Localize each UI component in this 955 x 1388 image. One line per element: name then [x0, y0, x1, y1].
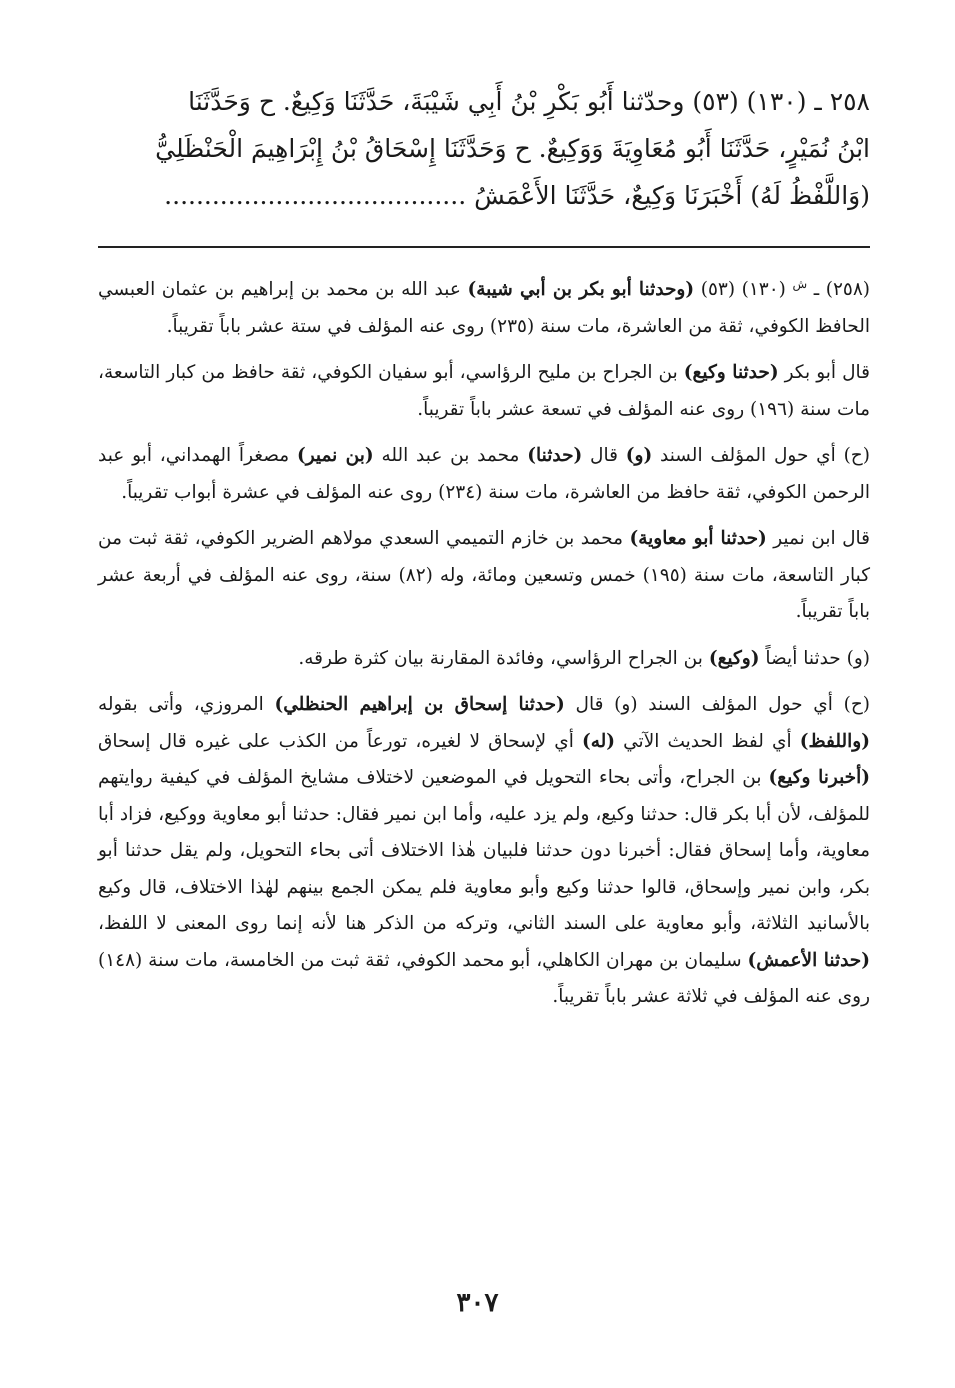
narrator-phrase: (واللفظ) [799, 730, 870, 752]
commentary-text: عبد الله بن محمد بن إبراهيم بن عثمان العبسي الحافظ الكوفي، ثقة من العاشرة، مات سنة (٢٣٥) روى عنه المؤلف في ستة عشر باباً تقريباً. [98, 279, 870, 337]
narrator-phrase: (بن نمير) [296, 445, 374, 467]
commentary-text: (و) حدثنا أيضاً [759, 647, 870, 669]
hadith-text [98, 78, 870, 219]
commentary-text: أي لفظ الحديث الآتي [615, 730, 800, 752]
footnote-ref: (٢٥٨) ـ [807, 279, 870, 301]
narrator-phrase: (وكيع) [708, 647, 760, 669]
hadith-line: (وَاللَّفْظُ لَهُ) أَخْبَرَنَا وَكِيعٌ، حَدَّثَنَا الأَعْمَشُ ...................................... [164, 181, 870, 210]
commentary-text: سليمان بن مهران الكاهلي، أبو محمد الكوفي، ثقة ثبت من الخامسة، مات سنة (١٤٨) روى عنه المؤلف في ثلاثة عشر باباً تقريباً. [98, 949, 870, 1008]
narrator-phrase: (وحدثنا أبو بكر بن أبي شيبة) [467, 279, 695, 301]
narrator-phrase: (حدثنا إسحاق بن إبراهيم الحنظلي) [274, 694, 565, 716]
hadith-numbers: (١٣٠) (٥٣) [694, 279, 793, 301]
narrator-phrase: (حدثنا الأعمش) [747, 949, 870, 971]
commentary-text: أي لإسحاق لا لغيره، تورعاً من الكذب على غيره قال إسحاق [98, 730, 582, 752]
narrator-phrase: (و) [625, 445, 653, 467]
narrator-phrase: (له) [581, 730, 616, 752]
footnote-paragraph [98, 438, 870, 511]
hadith-line: ٢٥٨ ـ (١٣٠) (٥٣) وحدّثنا أَبُو بَكْرِ بْنُ أَبِي شَيْبَةَ، حَدَّثَنَا وَكِيعٌ. ح وَحَدَّثَنَا [188, 87, 870, 116]
commentary-text: بن الجراح بن مليح الرؤاسي، أبو سفيان الكوفي، ثقة حافظ من كبار التاسعة، مات سنة (١٩٦) روى عنه المؤلف في تسعة عشر باباً تقريباً. [98, 362, 870, 420]
narrator-phrase: (حدثنا أبو معاوية) [629, 528, 767, 550]
footnote-paragraph [98, 687, 870, 1016]
hadith-line: ابْنُ نُمَيْرٍ، حَدَّثَنَا أَبُو مُعَاوِيَةَ وَوَكِيعٌ. ح وَحَدَّثَنَا إِسْحَاقُ بْنُ إِبْرَاهِيمَ الْحَنْظَلِيُّ [155, 134, 870, 163]
commentary-text: قال [582, 445, 626, 467]
footnote-paragraph [98, 641, 870, 678]
commentary-text: مصغراً الهمداني، أبو عبد الرحمن الكوفي، ثقة حافظ من العاشرة، مات سنة (٢٣٤) روى عنه المؤلف في عشرة أبواب تقريباً. [98, 445, 870, 503]
footnote-paragraph [98, 521, 870, 631]
commentary-text: بن الجراح الرؤاسي، وفائدة المقارنة بيان كثرة طرقه. [298, 647, 709, 669]
narrator-phrase: (حدثنا) [527, 445, 583, 467]
commentary-text: بن الجراح، وأتى بحاء التحويل في الموضعين لاختلاف مشايخ المؤلف في كيفية روايتهم للمؤلف، لأن أبا بكر قال: حدثنا وكيع، ولم يزد عليه، وأما ابن نمير فقال: حدثنا أبو معاوية ووكيع، فزاد أبا معاوية، وأما إسحاق فقال: أخبرنا دون حدثنا فلبيان هٰذا الاختلاف أتى بحاء التحويل، ولم يقل حدثنا أبو بكر، وابن نمير وإسحاق، قالوا حدثنا وكيع وأبو معاوية فلم يمكن الجمع بينهم لهٰذا الاختلاف، قال وكيع بالأسانيد الثلاثة، وأبو معاوية على السند الثاني، وتركه من الذكر هنا لأنه إنما روى المعنى لا اللفظ، [98, 767, 870, 935]
commentary-text: المروزي، وأتى بقوله [98, 694, 275, 716]
footnote-paragraph [98, 355, 870, 428]
narrator-phrase: (حدثنا وكيع) [683, 362, 779, 384]
narrator-phrase: (أخبرنا وكيع) [768, 767, 870, 789]
commentary-text: محمد بن خازم التميمي السعدي مولاهم الضرير الكوفي، ثقة ثبت من كبار التاسعة، مات سنة (١٩٥) خمس وتسعين ومائة، وله (٨٢) سنة، روى عنه المؤلف في أربعة عشر باباً تقريباً. [98, 528, 871, 623]
commentary-text: (ح) أي حول المؤلف السند (و) قال [564, 694, 871, 716]
commentary-text: قال ابن نمير [766, 528, 870, 550]
footnote-divider [98, 246, 870, 248]
page-body [98, 78, 870, 1026]
commentary-mark: ش [792, 277, 808, 291]
footnote-paragraph [98, 266, 870, 345]
commentary-text: محمد بن عبد الله [373, 445, 528, 467]
page-number: ٣٠٧ [456, 1288, 499, 1318]
commentary-text: (ح) أي حول المؤلف السند [652, 445, 870, 467]
commentary-text: قال أبو بكر [778, 362, 870, 384]
